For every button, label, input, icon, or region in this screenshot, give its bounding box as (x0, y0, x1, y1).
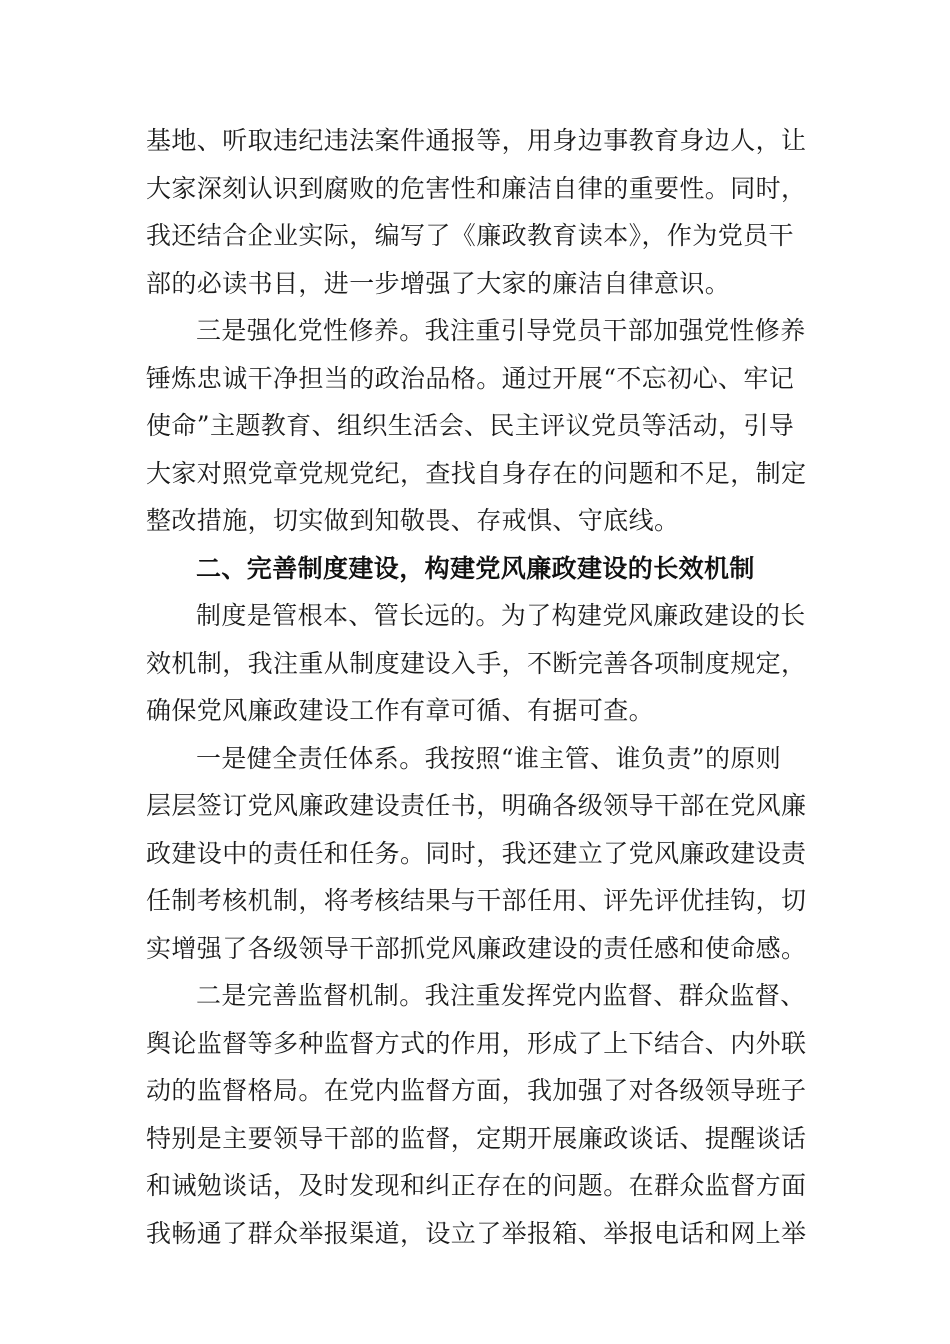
section-heading: 二、完善制度建设，构建党风廉政建设的长效机制 (196, 553, 755, 583)
paragraph-line: 实增强了各级领导干部抓党风廉政建设的责任感和使命感。 (146, 933, 806, 963)
paragraph-first-line: 制度是管根本、管长远的。为了构建党风廉政建设的长 (196, 601, 806, 630)
paragraph-line: 和诫勉谈话，及时发现和纠正存在的问题。在群众监督方面 (146, 1171, 806, 1200)
paragraph-line: 动的监督格局。在党内监督方面，我加强了对各级领导班子 (146, 1076, 806, 1105)
paragraph-line: 舆论监督等多种监督方式的作用，形成了上下结合、内外联 (146, 1028, 806, 1058)
paragraph-line: 我畅通了群众举报渠道，设立了举报箱、举报电话和网上举 (146, 1218, 806, 1248)
paragraph-line: 任制考核机制，将考核结果与干部任用、评先评优挂钩，切 (146, 886, 806, 915)
paragraph-line: 特别是主要领导干部的监督，定期开展廉政谈话、提醒谈话 (146, 1123, 806, 1153)
paragraph-line: 大家深刻认识到腐败的危害性和廉洁自律的重要性。同时， (146, 173, 806, 203)
paragraph-line: 确保党风廉政建设工作有章可循、有据可查。 (146, 696, 655, 725)
paragraph-line: 使命”主题教育、组织生活会、民主评议党员等活动，引导 (146, 411, 795, 440)
paragraph-line: 整改措施，切实做到知敬畏、存戒惧、守底线。 (146, 506, 680, 535)
document-body (146, 117, 806, 1257)
paragraph-line: 政建设中的责任和任务。同时，我还建立了党风廉政建设责 (146, 838, 806, 868)
paragraph-line: 大家对照党章党规党纪，查找自身存在的问题和不足，制定 (146, 458, 806, 488)
paragraph-line: 我还结合企业实际，编写了《廉政教育读本》，作为党员干 (146, 221, 794, 250)
paragraph-line: 层层签订党风廉政建设责任书，明确各级领导干部在党风廉 (146, 791, 806, 820)
paragraph-first-line: 二是完善监督机制。我注重发挥党内监督、群众监督、 (196, 981, 806, 1010)
paragraph-line: 锤炼忠诚干净担当的政治品格。通过开展“不忘初心、牢记 (146, 363, 795, 393)
paragraph-line: 效机制，我注重从制度建设入手，不断完善各项制度规定， (146, 648, 806, 678)
paragraph-first-line: 一是健全责任体系。我按照“谁主管、谁负责”的原则 (196, 743, 782, 773)
paragraph-first-line: 三是强化党性修养。我注重引导党员干部加强党性修养 (196, 316, 806, 345)
paragraph-line: 基地、听取违纪违法案件通报等，用身边事教育身边人，让 (146, 126, 806, 155)
paragraph-line: 部的必读书目，进一步增强了大家的廉洁自律意识。 (146, 268, 731, 298)
